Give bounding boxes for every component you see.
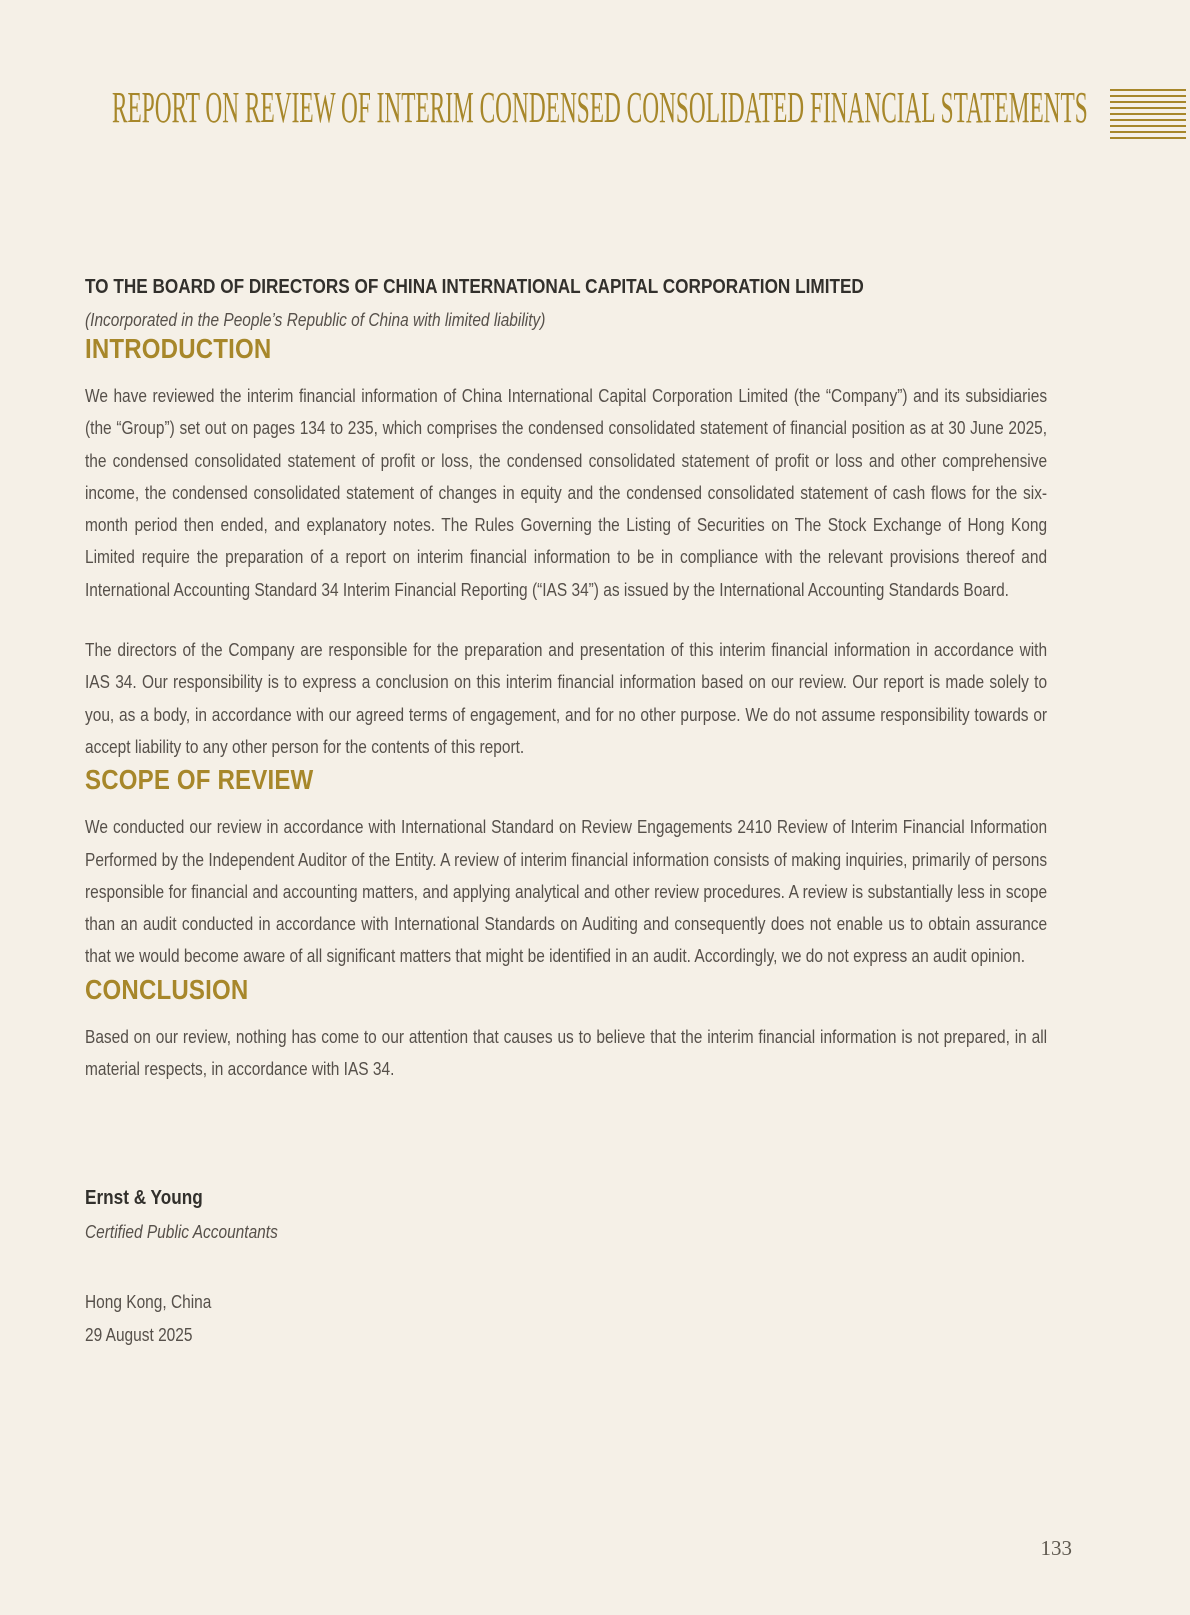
heading-scope-of-review: SCOPE OF REVIEW xyxy=(85,764,314,796)
scope-of-review-paragraph: We conducted our review in accordance with International Standard on Review Engagements 2410 Review of Interim Financial Information Performed by the Independent Auditor of the Entity. A review of interim financial information consists of making inquiries, primarily of persons responsible for financial and accounting matters, and applying analytical and other review procedures. A review is substantially less in scope than an audit conducted in accordance with International Standards on Auditing and consequently does not enable us to obtain assurance that we would become aware of all significant matters that might be identified in an audit. Accordingly, we do not express an audit opinion. xyxy=(85,817,1048,967)
addressee-line: TO THE BOARD OF DIRECTORS OF CHINA INTERNATIONAL CAPITAL CORPORATION LIMITED xyxy=(85,276,864,298)
incorporation-note: (Incorporated in the People’s Republic of China with limited liability) xyxy=(85,310,546,330)
page-title: REPORT ON REVIEW OF INTERIM CONDENSED CONSOLIDATED FINANCIAL STATEMENTS xyxy=(112,83,1088,132)
introduction-paragraph-2: The directors of the Company are responsible for the preparation and presentation of this interim financial information in accordance with IAS 34. Our responsibility is to express a conclusion on this interim financial information based on our review. Our report is made solely to you, as a body, in accordance with our agreed terms of engagement, and for no other purpose. We do not assume responsibility towards or accept liability to any other person for the contents of this report. xyxy=(85,640,1048,757)
heading-conclusion: CONCLUSION xyxy=(85,973,249,1005)
signature-location: Hong Kong, China xyxy=(85,1292,212,1313)
heading-introduction: INTRODUCTION xyxy=(85,333,272,364)
conclusion-paragraph: Based on our review, nothing has come to our attention that causes us to believe that the interim financial information is not prepared, in all material respects, in accordance with IAS 34. xyxy=(85,1026,1048,1080)
signature-firm-name: Ernst & Young xyxy=(85,1187,203,1210)
decorative-horizontal-lines xyxy=(1110,89,1186,139)
introduction-paragraph-1: We have reviewed the interim financial information of China International Capital Corporation Limited (the “Company”) and its subsidiaries (the “Group”) set out on pages 134 to 235, which comprises the condensed consolidated statement of financial position as at 30 June 2025, the condensed consolidated statement of profit or loss, the condensed consolidated statement of profit or loss and other comprehensive income, the condensed consolidated statement of changes in equity and the condensed consolidated statement of cash flows for the six-month period then ended, and explanatory notes. The Rules Governing the Listing of Securities on The Stock Exchange of Hong Kong Limited require the preparation of a report on interim financial information to be in compliance with the relevant provisions thereof and International Accounting Standard 34 Interim Financial Reporting (“IAS 34”) as issued by the International Accounting Standards Board. xyxy=(85,386,1048,600)
report-body xyxy=(85,276,1047,1347)
signature-date: 29 August 2025 xyxy=(85,1325,193,1346)
page-number: 133 xyxy=(1040,1536,1072,1560)
signature-qualification: Certified Public Accountants xyxy=(85,1222,278,1243)
